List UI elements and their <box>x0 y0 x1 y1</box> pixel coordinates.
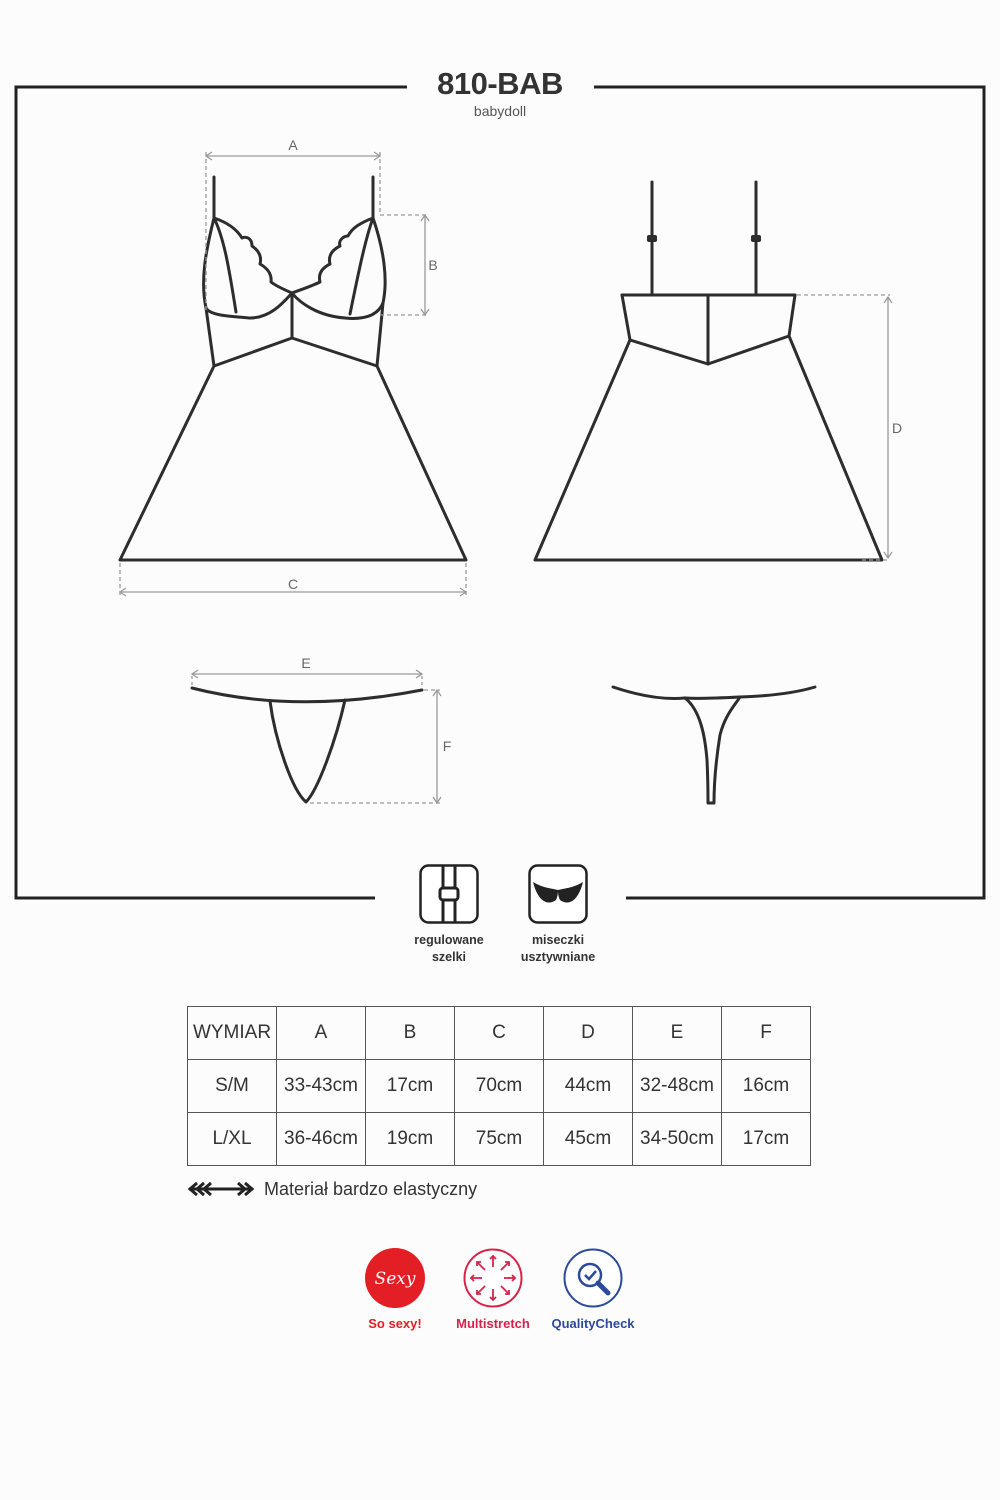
badge-label-qualitycheck: QualityCheck <box>551 1316 635 1331</box>
table-row <box>188 1113 811 1166</box>
table-cell: 75cm <box>455 1113 544 1166</box>
table-header: C <box>455 1007 544 1060</box>
front-dimension-lines <box>120 152 466 597</box>
table-header: E <box>633 1007 722 1060</box>
dim-label-b: B <box>428 257 438 273</box>
table-header: B <box>366 1007 455 1060</box>
dim-label-a: A <box>288 137 298 153</box>
product-type: babydoll <box>473 103 527 119</box>
table-cell: 33-43cm <box>277 1060 366 1113</box>
multistretch-icon <box>462 1247 524 1314</box>
back-dimension-lines <box>797 295 892 560</box>
padded-cups-icon <box>528 864 588 929</box>
table-row <box>188 1060 811 1113</box>
product-code: 810-BAB <box>437 66 563 101</box>
dim-label-f: F <box>442 738 452 754</box>
table-cell: 19cm <box>366 1113 455 1166</box>
badge-label-sexy: So sexy! <box>368 1316 422 1331</box>
babydoll-front-drawing <box>120 177 466 560</box>
material-note: Materiał bardzo elastyczny <box>264 1179 478 1199</box>
feature-label-straps: regulowane szelki <box>414 933 484 964</box>
table-cell: 70cm <box>455 1060 544 1113</box>
table-cell: 16cm <box>722 1060 811 1113</box>
table-header-row <box>188 1007 811 1060</box>
front-arrows <box>120 152 466 596</box>
table-cell: S/M <box>188 1060 277 1113</box>
frame <box>16 87 984 898</box>
stretch-arrows-icon <box>187 1182 255 1201</box>
table-cell: L/XL <box>188 1113 277 1166</box>
table-header: WYMIAR <box>188 1007 277 1060</box>
dim-label-d: D <box>891 420 903 436</box>
table-cell: 17cm <box>366 1060 455 1113</box>
feature-label-cups: miseczki usztywniane <box>520 933 596 964</box>
table-header: F <box>722 1007 811 1060</box>
thong-back-drawing <box>613 687 815 803</box>
table-header: D <box>544 1007 633 1060</box>
sexy-icon-text: Sexy <box>374 1269 416 1289</box>
quality-check-icon <box>562 1247 624 1314</box>
size-table <box>187 1006 811 1166</box>
dim-label-e: E <box>301 655 311 671</box>
thong-front-drawing <box>192 688 422 802</box>
adjustable-straps-icon <box>419 864 479 929</box>
sexy-icon <box>364 1247 426 1314</box>
strap-adjusters <box>647 235 761 242</box>
table-header: A <box>277 1007 366 1060</box>
babydoll-back-drawing <box>535 182 882 560</box>
dim-label-c: C <box>287 576 299 592</box>
table-cell: 36-46cm <box>277 1113 366 1166</box>
table-cell: 45cm <box>544 1113 633 1166</box>
table-cell: 17cm <box>722 1113 811 1166</box>
table-cell: 32-48cm <box>633 1060 722 1113</box>
table-cell: 34-50cm <box>633 1113 722 1166</box>
table-cell: 44cm <box>544 1060 633 1113</box>
badge-label-multistretch: Multistretch <box>456 1316 530 1331</box>
